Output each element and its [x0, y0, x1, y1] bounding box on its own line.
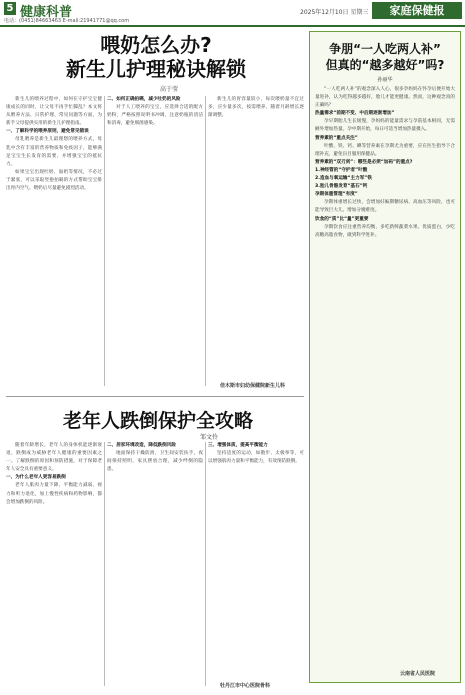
sidebar-paragraph: “一人吃两人补”的观念深入人心，很多孕妈妈在怀孕后便开始大量进补，认为吃得越多越好，胎儿才能更健康。然而，这种观念真的正确吗？	[315, 87, 455, 109]
article2-credit: 牡丹江市中心医院骨科	[220, 683, 271, 689]
page-number: 5	[4, 2, 16, 15]
article2-column-3	[208, 442, 304, 678]
issue-date: 2025年12月10日 星期三	[300, 9, 369, 16]
sidebar-paragraph: 孕期饮食应注重营养均衡，多吃新鲜蔬菜水果、优质蛋白，少吃高糖高脂食物，做到科学进补。	[315, 224, 455, 238]
article1-paragraph: 母乳喂养是新生儿最理想的喂养方式，母乳中含有丰富的营养物质和免疫因子，能够满足宝宝生长发育的需要，并增强宝宝的抵抗力。	[6, 137, 102, 167]
sidebar-paragraph: 叶酸、铁、钙、碘等营养素在孕期尤为重要，应在医生指导下合理补充，避免盲目服用保健品。	[315, 143, 455, 157]
sidebar-subheading: 饮食的“质”比“量”更重要	[315, 216, 369, 222]
header-rule	[0, 25, 465, 27]
sidebar-subheading: 热量需求“前期不变、中后期逐渐增加”	[315, 111, 395, 117]
article1-paragraph: 如果宝宝出现吐奶、溢奶等情况，不必过于紧张，可以采取竖抱拍嗝的方式帮助宝宝排出胃内空气。喂奶后尽量避免剧烈活动。	[6, 169, 102, 192]
article1-paragraph: 新生儿的喂养过程中，如何在守护宝宝健康成长的同时，让父母不再手忙脚乱？本文将从喂养方法、日常护理、常见问题等方面，为新手父母提供实用的新生儿护理指南。	[6, 97, 102, 127]
article2-headline: 老年人跌倒保护全攻略	[62, 410, 253, 432]
article1-paragraph: 对于人工喂养的宝宝，应选择合适的配方奶粉，严格按照说明书冲调，注意奶瓶的清洁和消毒，避免细菌感染。	[107, 105, 203, 127]
sidebar-subheading: 1.神经管的“守护者”叶酸	[315, 167, 368, 173]
article2-paragraph: 地面保持干燥防滑，卫生间安装扶手，夜间保持照明，家具摆放合理，减少绊倒的隐患。	[107, 451, 203, 473]
column-divider	[205, 96, 206, 386]
article1-title-line2: 新生儿护理秘诀解锁	[66, 57, 246, 81]
article1-column-2	[107, 96, 203, 392]
sidebar-title-line1: 争朋“一人吃两人补”	[329, 42, 441, 56]
article1-column-3	[208, 96, 304, 380]
sidebar-title-line2: 但真的“越多越好”吗?	[325, 58, 445, 72]
sidebar-credit: 云南省人民医院	[400, 671, 436, 677]
sidebar-body	[315, 86, 455, 666]
sidebar-article-box	[309, 31, 461, 683]
article2-subheading: 二、居家环境改造，降低跌倒风险	[107, 443, 176, 448]
sidebar-subheading: 营养素的“重点关注”	[315, 135, 358, 141]
article1-subheading: 一、了解科学的喂养原则，避免常见错误	[6, 129, 89, 135]
sidebar-subheading: 孕期体重管理“有度”	[315, 192, 358, 198]
article2-paragraph: 坚持适度的运动，如散步、太极拳等，可以增强肌肉力量和平衡能力，有效预防跌倒。	[208, 451, 304, 465]
sidebar-paragraph: 孕早期胎儿生长缓慢，孕妈妈的能量需求与孕前基本相同，无需额外增加热量。孕中期开始，每日可适当增加热量摄入。	[315, 119, 455, 133]
article-separator	[6, 396, 304, 397]
sidebar-subheading: 3.胎儿骨骼发育“基石”钙	[315, 184, 368, 190]
article1-subheading: 二、如何正确拍嗝，减少吐奶的风险	[107, 97, 181, 102]
article1-paragraph: 新生儿的胃容量较小，每次喂奶量不宜过多，应少量多次，按需喂养，随着月龄增长逐渐调整。	[208, 97, 304, 119]
article1-column-1	[6, 96, 102, 392]
article1-credit: 佳木斯市妇幼保健院新生儿科	[220, 383, 286, 389]
sidebar-paragraph: 孕期体重增长过快，会增加妊娠期糖尿病、高血压等风险，也可能导致巨大儿，增加分娩难度。	[315, 200, 455, 214]
article2-paragraph: 随着年龄增长，老年人的身体机能逐渐衰退，跌倒成为威胁老年人健康的重要因素之一。了解跌倒的原因和预防措施，对于保障老年人安全具有重要意义。	[6, 443, 102, 473]
article2-column-2	[107, 442, 203, 688]
article2-subheading: 一、为什么老年人更容易跌倒	[6, 475, 66, 481]
article2-author: 邹文伶	[200, 434, 219, 441]
section-title: 健康科普	[20, 5, 73, 20]
article2-paragraph: 老年人肌肉力量下降、平衡能力减弱、视力和听力退化，加上慢性疾病和药物影响，都会增加跌倒的风险。	[6, 483, 102, 505]
contact-info: 电话：(0451)84663463 E-mail:21941771@qq.com	[4, 18, 130, 24]
column-divider	[104, 442, 105, 686]
sidebar-subheading: 2.造血与氧运输“主力军”铁	[315, 176, 372, 182]
column-divider	[205, 442, 206, 686]
article2-subheading: 三、增强体质，提高平衡能力	[208, 443, 268, 448]
column-divider	[104, 96, 105, 386]
article1-author: 高于莹	[160, 86, 179, 93]
page-header	[0, 0, 465, 22]
sidebar-author: 孙丽华	[377, 77, 393, 83]
article1-headline	[56, 33, 256, 81]
article1-title-line1: 喂奶怎么办?	[100, 33, 212, 57]
sidebar-subheading: 营养素的“双刃剑”：哪些是必须“加码”的重点?	[315, 159, 413, 165]
article2-column-1	[6, 442, 102, 688]
paper-name: 家庭保健报	[372, 2, 462, 19]
